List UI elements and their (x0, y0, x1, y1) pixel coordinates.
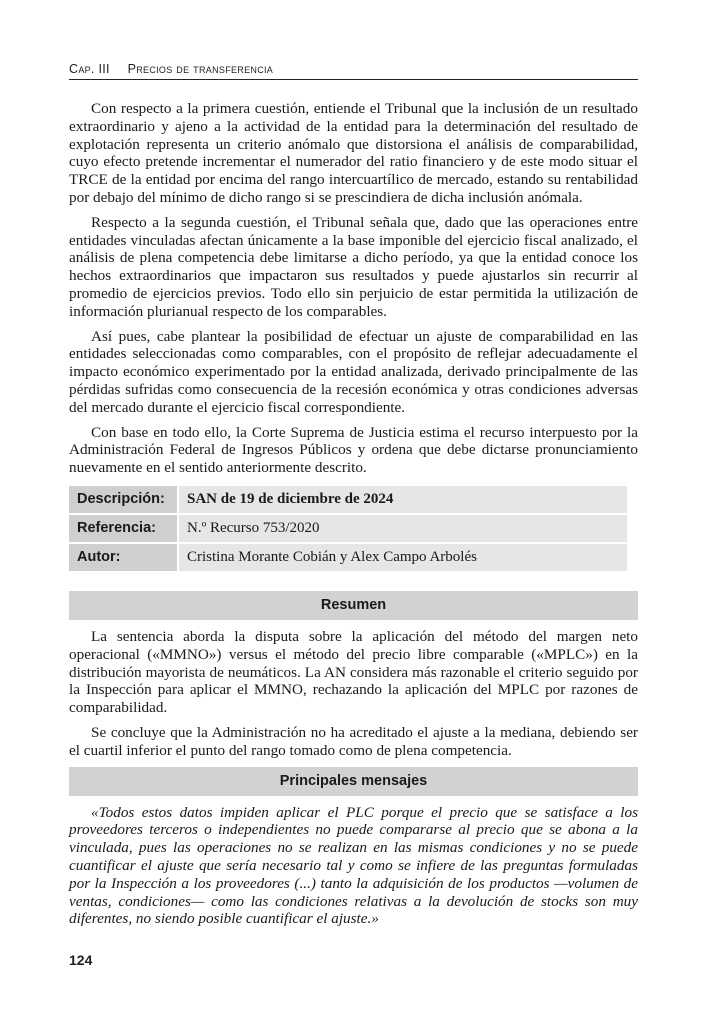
author-value: Cristina Morante Cobián y Alex Campo Arbolés (179, 544, 627, 571)
messages-heading: Principales mensajes (69, 767, 638, 796)
summary-heading: Resumen (69, 591, 638, 620)
description-value: SAN de 19 de diciembre de 2024 (179, 486, 627, 513)
messages-quote: «Todos estos datos impiden aplicar el PLC porque el precio que se satisface a los proveedores terceros o independientes no puede compararse al precio que se abona a la vinculada, pues las operaciones no se realizan en las mismas condiciones y no se puede cuantificar el ajuste que sería necesario tal y como se infiere de las preguntas formuladas por la Inspección a los proveedores (...) tanto la adquisición de los productos —volumen de ventas, condiciones— como las condiciones relativas a la devolución de stocks son muy diferentes, no siendo posible cuantificar el ajuste.» (69, 803, 638, 928)
running-header (69, 62, 638, 80)
description-label: Descripción: (69, 486, 179, 513)
chapter-title: Precios de transferencia (127, 62, 274, 76)
description-row (69, 486, 627, 513)
author-label: Autor: (69, 544, 179, 571)
body-paragraph-1: Con respecto a la primera cuestión, entiende el Tribunal que la inclusión de un resultado extraordinario y ajeno a la actividad de la entidad para la determinación del resultado de explotación representa un criterio anómalo que distorsiona el análisis de comparabilidad, cuyo efecto pretende incrementar el numerador del ratio financiero y de este modo situar el TRCE de la entidad por encima del rango intercuartílico de mercado, estando su rentabilidad por debajo del mínimo de dicho rango si se prescindiera de dicha inclusión anómala. (69, 100, 638, 206)
body-paragraph-3: Así pues, cabe plantear la posibilidad de efectuar un ajuste de comparabilidad en las entidades seleccionadas como comparables, con el propósito de reflejar adecuadamente el impacto económico experimentado por la entidad analizada, derivado principalmente de las pérdidas sufridas como consecuencia de la recesión económica y otras condiciones adversas del mercado durante el ejercicio fiscal correspondiente. (69, 327, 638, 416)
ruling-info-table (69, 484, 627, 573)
summary-paragraph-1: La sentencia aborda la disputa sobre la aplicación del método del margen neto operacional («MMNO») versus el método del precio libre comparable («MPLC») en la distribución mayorista de neumáticos. La AN considera más razonable el criterio seguido por la Inspección para aplicar el MMNO, rechazando la aplicación del MPLC por razones de comparabilidad. (69, 627, 638, 717)
reference-row (69, 515, 627, 542)
body-paragraph-4: Con base en todo ello, la Corte Suprema de Justicia estima el recurso interpuesto por la Administración Federal de Ingresos Públicos y ordena que debe dictarse pronunciamiento nuevamente en el sentido anteriormente descrito. (69, 423, 638, 477)
chapter-label: Cap. III (69, 62, 110, 76)
reference-label: Referencia: (69, 515, 179, 542)
page-number: 124 (69, 952, 93, 968)
body-paragraph-2: Respecto a la segunda cuestión, el Tribunal señala que, dado que las operaciones entre entidades vinculadas afectan únicamente a la base imponible del ejercicio fiscal analizado, el análisis de plena competencia debe limitarse a dicho período, ya que la entidad conoce los hechos extraordinarios que impactaron sus resultados y puede ajustarlos sin recurrir al promedio de ejercicios previos. Todo ello sin perjuicio de estar permitida la utilización de información plurianual respecto de los comparables. (69, 213, 638, 320)
summary-paragraph-2: Se concluye que la Administración no ha acreditado el ajuste a la mediana, debiendo ser el cuartil inferior el punto del rango tomado como de plena competencia. (69, 723, 638, 759)
page-content (69, 100, 638, 935)
author-row (69, 544, 627, 571)
spacer (69, 581, 638, 591)
reference-value: N.º Recurso 753/2020 (179, 515, 627, 542)
